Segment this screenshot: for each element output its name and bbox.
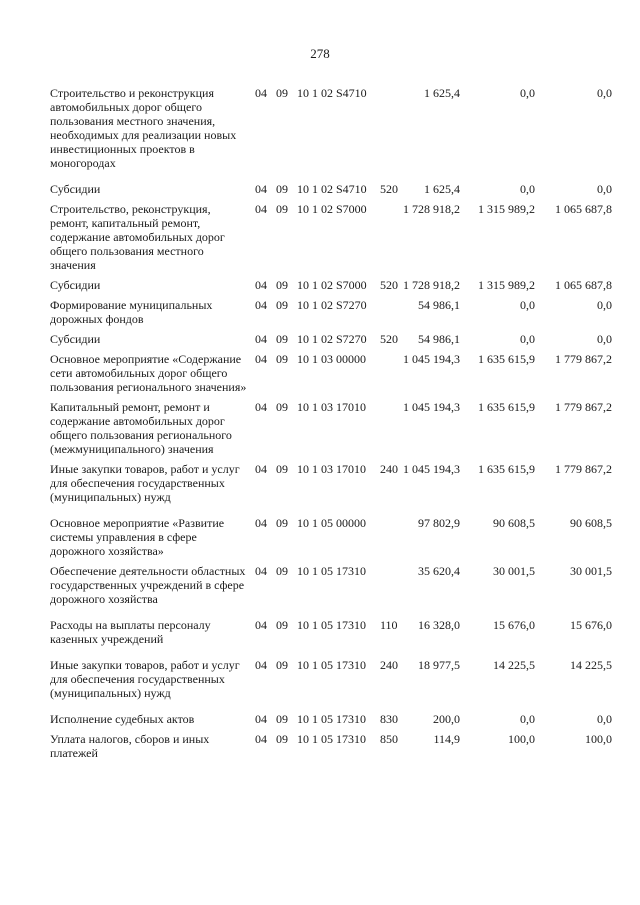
row-amount-2: 0,0: [520, 332, 535, 346]
row-name: Расходы на выплаты персоналу казенных учреждений: [50, 618, 211, 646]
row-amount-1: 54 986,1: [418, 332, 460, 346]
row-amount-1: 114,9: [433, 732, 460, 746]
row-amount-2: 15 676,0: [493, 618, 535, 632]
row-amount-1: 97 802,9: [418, 516, 460, 530]
row-amount-2: 0,0: [520, 182, 535, 196]
row-subsection: 09: [276, 712, 288, 726]
row-subsection: 09: [276, 182, 288, 196]
row-amount-3: 1 779 867,2: [555, 462, 612, 476]
row-section: 04: [255, 352, 267, 366]
row-expense-type: 850: [380, 732, 398, 746]
row-amount-2: 14 225,5: [493, 658, 535, 672]
row-amount-3: 100,0: [585, 732, 612, 746]
row-subsection: 09: [276, 298, 288, 312]
row-amount-2: 1 635 615,9: [478, 352, 535, 366]
row-target-article: 10 1 02 S4710: [297, 182, 367, 196]
row-section: 04: [255, 732, 267, 746]
row-section: 04: [255, 462, 267, 476]
row-amount-3: 14 225,5: [570, 658, 612, 672]
table-row: [50, 462, 620, 504]
row-target-article: 10 1 03 00000: [297, 352, 366, 366]
table-row: [50, 658, 620, 700]
row-amount-2: 100,0: [508, 732, 535, 746]
table-row: [50, 202, 620, 272]
row-target-article: 10 1 02 S7000: [297, 202, 367, 216]
table-row: [50, 564, 620, 606]
row-target-article: 10 1 02 S7000: [297, 278, 367, 292]
row-name: Субсидии: [50, 278, 101, 292]
row-amount-3: 1 065 687,8: [555, 278, 612, 292]
row-amount-1: 1 625,4: [424, 182, 460, 196]
row-amount-3: 15 676,0: [570, 618, 612, 632]
row-subsection: 09: [276, 658, 288, 672]
row-name: Капитальный ремонт, ремонт и содержание автомобильных дорог общего пользования регионального (межмуниципального) значения: [50, 400, 232, 456]
row-name: Формирование муниципальных дорожных фондов: [50, 298, 213, 326]
row-amount-2: 1 635 615,9: [478, 400, 535, 414]
table-row: [50, 182, 620, 196]
row-amount-2: 0,0: [520, 298, 535, 312]
row-amount-1: 1 045 194,3: [403, 462, 460, 476]
row-target-article: 10 1 05 17310: [297, 564, 366, 578]
row-target-article: 10 1 03 17010: [297, 462, 366, 476]
row-section: 04: [255, 516, 267, 530]
table-row: [50, 400, 620, 456]
table-row: [50, 86, 620, 170]
row-amount-3: 90 608,5: [570, 516, 612, 530]
row-name: Иные закупки товаров, работ и услуг для обеспечения государственных (муниципальных) нужд: [50, 462, 240, 504]
row-amount-1: 35 620,4: [418, 564, 460, 578]
row-name: Строительство, реконструкция, ремонт, капитальный ремонт, содержание автомобильных дорог общего пользования местного значения: [50, 202, 225, 272]
row-name: Обеспечение деятельности областных государственных учреждений в сфере дорожного хозяйства: [50, 564, 246, 606]
row-amount-2: 30 001,5: [493, 564, 535, 578]
row-section: 04: [255, 400, 267, 414]
row-amount-3: 0,0: [597, 182, 612, 196]
row-amount-2: 1 315 989,2: [478, 278, 535, 292]
table-row: [50, 332, 620, 346]
row-target-article: 10 1 02 S7270: [297, 332, 367, 346]
table-row: [50, 732, 620, 760]
row-amount-1: 1 045 194,3: [403, 400, 460, 414]
row-section: 04: [255, 618, 267, 632]
table-row: [50, 352, 620, 394]
row-subsection: 09: [276, 332, 288, 346]
table-row: [50, 298, 620, 326]
row-subsection: 09: [276, 516, 288, 530]
row-section: 04: [255, 278, 267, 292]
row-amount-2: 1 315 989,2: [478, 202, 535, 216]
row-subsection: 09: [276, 278, 288, 292]
row-target-article: 10 1 02 S7270: [297, 298, 367, 312]
row-section: 04: [255, 332, 267, 346]
row-amount-2: 0,0: [520, 86, 535, 100]
row-amount-1: 1 728 918,2: [403, 278, 460, 292]
row-target-article: 10 1 05 00000: [297, 516, 366, 530]
table-row: [50, 516, 620, 558]
row-subsection: 09: [276, 462, 288, 476]
row-target-article: 10 1 05 17310: [297, 618, 366, 632]
row-subsection: 09: [276, 400, 288, 414]
row-subsection: 09: [276, 202, 288, 216]
row-amount-3: 0,0: [597, 298, 612, 312]
row-name: Строительство и реконструкция автомобильных дорог общего пользования местного значения, необходимых для реализации новых инвестиционных проектов в моногородах: [50, 86, 237, 170]
row-target-article: 10 1 05 17310: [297, 732, 366, 746]
row-amount-1: 1 625,4: [424, 86, 460, 100]
row-amount-1: 18 977,5: [418, 658, 460, 672]
row-expense-type: 520: [380, 332, 398, 346]
page-number: 278: [310, 46, 330, 61]
row-amount-3: 1 779 867,2: [555, 352, 612, 366]
row-section: 04: [255, 182, 267, 196]
table-row: [50, 278, 620, 292]
table-row: [50, 618, 620, 646]
row-expense-type: 240: [380, 462, 398, 476]
row-amount-3: 0,0: [597, 332, 612, 346]
row-target-article: 10 1 03 17010: [297, 400, 366, 414]
row-section: 04: [255, 658, 267, 672]
row-name: Субсидии: [50, 332, 101, 346]
row-target-article: 10 1 05 17310: [297, 658, 366, 672]
row-name: Субсидии: [50, 182, 101, 196]
row-subsection: 09: [276, 352, 288, 366]
row-section: 04: [255, 564, 267, 578]
row-amount-1: 1 728 918,2: [403, 202, 460, 216]
row-amount-3: 0,0: [597, 86, 612, 100]
row-expense-type: 240: [380, 658, 398, 672]
row-subsection: 09: [276, 732, 288, 746]
row-amount-2: 1 635 615,9: [478, 462, 535, 476]
table-row: [50, 712, 620, 726]
row-amount-1: 200,0: [433, 712, 460, 726]
row-name: Основное мероприятие «Развитие системы управления в сфере дорожного хозяйства»: [50, 516, 225, 558]
row-expense-type: 520: [380, 278, 398, 292]
row-amount-1: 54 986,1: [418, 298, 460, 312]
budget-table: [50, 86, 620, 760]
row-amount-1: 16 328,0: [418, 618, 460, 632]
row-amount-3: 1 779 867,2: [555, 400, 612, 414]
row-amount-3: 0,0: [597, 712, 612, 726]
row-name: Основное мероприятие «Содержание сети автомобильных дорог общего пользования регионального значения»: [50, 352, 247, 394]
row-subsection: 09: [276, 564, 288, 578]
row-name: Уплата налогов, сборов и иных платежей: [50, 732, 210, 760]
row-subsection: 09: [276, 618, 288, 632]
row-amount-3: 30 001,5: [570, 564, 612, 578]
row-target-article: 10 1 05 17310: [297, 712, 366, 726]
row-section: 04: [255, 86, 267, 100]
row-amount-2: 0,0: [520, 712, 535, 726]
row-section: 04: [255, 202, 267, 216]
row-name: Иные закупки товаров, работ и услуг для обеспечения государственных (муниципальных) нужд: [50, 658, 240, 700]
row-amount-2: 90 608,5: [493, 516, 535, 530]
row-target-article: 10 1 02 S4710: [297, 86, 367, 100]
row-expense-type: 520: [380, 182, 398, 196]
row-name: Исполнение судебных актов: [50, 712, 195, 726]
row-expense-type: 830: [380, 712, 398, 726]
row-expense-type: 110: [380, 618, 398, 632]
row-section: 04: [255, 298, 267, 312]
row-amount-3: 1 065 687,8: [555, 202, 612, 216]
row-amount-1: 1 045 194,3: [403, 352, 460, 366]
row-subsection: 09: [276, 86, 288, 100]
row-section: 04: [255, 712, 267, 726]
